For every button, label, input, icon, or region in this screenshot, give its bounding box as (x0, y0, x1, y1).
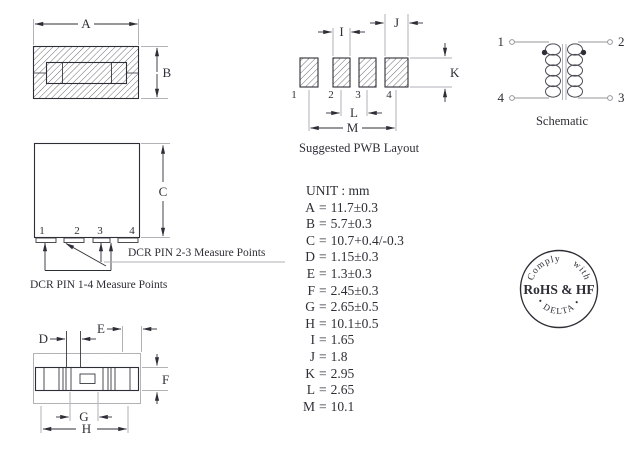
bottom-view (34, 321, 170, 436)
equals-sign: = (319, 365, 327, 381)
schematic-pin-4: 4 (497, 90, 504, 105)
terminal-circle (608, 96, 613, 101)
dimension-row-h (298, 316, 404, 333)
pin-pad (36, 238, 56, 243)
dimension-letter: F (307, 282, 315, 298)
equals-sign: = (319, 265, 327, 281)
dimension-row-f (298, 283, 404, 300)
dimension-value: 2.65 (330, 382, 355, 398)
dimension-value: 1.3±0.3 (330, 265, 372, 281)
terminal-circle (510, 96, 515, 101)
top-view (34, 16, 172, 99)
equals-sign: = (319, 299, 327, 315)
dim-label-g: G (79, 409, 89, 424)
dimension-value: 2.65±0.5 (330, 299, 379, 315)
dimension-value: 5.7±0.3 (330, 216, 372, 232)
dim-label-e: E (97, 321, 105, 336)
rohs-stamp (521, 251, 598, 328)
dimension-letter: G (305, 299, 315, 315)
dimension-row-j (298, 349, 404, 366)
dimension-letter: E (306, 265, 315, 281)
front-view (30, 144, 285, 292)
schematic-pin-1: 1 (497, 34, 504, 49)
dimension-letter: C (305, 232, 315, 248)
dimension-value: 1.65 (330, 332, 355, 348)
equals-sign: = (319, 199, 327, 215)
schematic-pin-2: 2 (618, 34, 625, 49)
pin-pad (93, 238, 110, 243)
pin-number-4: 4 (129, 225, 135, 237)
pwb-caption: Suggested PWB Layout (299, 141, 420, 155)
secondary-winding-icon (568, 44, 583, 97)
dim-label-m: M (346, 120, 359, 135)
dimension-value: 10.1 (330, 398, 355, 414)
dimension-row-k (298, 366, 404, 383)
pin-number-3: 3 (97, 225, 103, 237)
pwb-pad (333, 58, 350, 87)
stamp-center-text: RoHS & HF (523, 282, 595, 297)
dcr-pin23-note: DCR PIN 2-3 Measure Points (128, 247, 266, 259)
dcr-pin14-note: DCR PIN 1-4 Measure Points (30, 279, 168, 291)
pwb-pad (359, 58, 376, 87)
dimension-letter: B (305, 216, 315, 232)
dim-label-b: B (162, 65, 172, 80)
unit-label: UNIT : mm (306, 183, 370, 198)
pin-number-1: 1 (39, 225, 45, 237)
dimension-value: 2.95 (330, 365, 355, 381)
equals-sign: = (319, 315, 327, 331)
dim-label-k: K (450, 65, 460, 80)
polarity-dot (542, 50, 547, 55)
core-body-hatched (34, 47, 139, 99)
dimension-value: 1.8 (330, 348, 348, 364)
equals-sign: = (319, 332, 327, 348)
dimension-value: 11.7±0.3 (330, 199, 379, 215)
dimension-row-m (298, 399, 404, 416)
dimension-row-a (298, 200, 404, 217)
equals-sign: = (319, 398, 327, 414)
dim-label-l: L (350, 105, 358, 120)
dim-label-f: F (162, 372, 170, 387)
stamp-arc-top-text: Comply with (526, 254, 592, 283)
pin-number-2: 2 (74, 225, 80, 237)
dimension-row-b (298, 216, 404, 233)
dimension-table (298, 183, 404, 415)
pad-number-2: 2 (328, 89, 334, 101)
pwb-layout (291, 14, 460, 155)
equals-sign: = (319, 249, 327, 265)
dimension-letter: H (305, 315, 315, 331)
core-lines (563, 44, 567, 100)
measure-arrow-pin2 (66, 244, 106, 267)
equals-sign: = (319, 382, 327, 398)
pwb-pad (385, 58, 408, 87)
dim-label-h: H (81, 421, 92, 436)
dimension-letter: L (306, 382, 315, 398)
stamp-arc-bottom-text: • DELTA • (535, 296, 583, 317)
dimension-letter: I (310, 332, 315, 348)
schematic-pin-3: 3 (618, 90, 625, 105)
schematic-caption: Schematic (535, 114, 589, 128)
dim-label-c: C (158, 184, 168, 199)
pin-pad (118, 238, 138, 243)
dimension-row-c (298, 233, 404, 250)
dimension-letter: K (305, 365, 315, 381)
schematic (498, 34, 625, 128)
terminal-circle (510, 40, 515, 45)
dimension-row-i (298, 332, 404, 349)
dimension-row-d (298, 249, 404, 266)
equals-sign: = (319, 232, 327, 248)
pwb-pad (300, 58, 318, 87)
equals-sign: = (319, 348, 327, 364)
dimension-value: 10.7+0.4/-0.3 (330, 232, 404, 248)
dimension-value: 2.45±0.3 (330, 282, 379, 298)
dimension-row-e (298, 266, 404, 283)
dim-label-j: J (393, 15, 400, 30)
dim-label-a: A (81, 16, 91, 31)
dimension-row-g (298, 299, 404, 316)
terminal-circle (608, 40, 613, 45)
dim-label-d: D (38, 331, 48, 346)
component-body (35, 144, 140, 238)
dimension-letter: A (305, 199, 315, 215)
equals-sign: = (319, 216, 327, 232)
wires (515, 42, 608, 98)
pad-number-3: 3 (355, 89, 361, 101)
dimension-letter: M (302, 398, 315, 414)
equals-sign: = (319, 282, 327, 298)
dim-label-i: I (339, 24, 344, 39)
dimension-row-l (298, 382, 404, 399)
dimension-value: 10.1±0.5 (330, 315, 379, 331)
dimension-letter: J (309, 348, 315, 364)
dimension-letter: D (305, 249, 315, 265)
dimension-value: 1.15±0.3 (330, 249, 379, 265)
primary-winding-icon (546, 44, 561, 97)
d-extension-lines (67, 331, 81, 367)
terminal-band (36, 368, 139, 391)
pad-number-1: 1 (291, 89, 297, 101)
pin-pad (64, 238, 84, 243)
polarity-dot (581, 50, 586, 55)
pad-number-4: 4 (386, 89, 392, 101)
